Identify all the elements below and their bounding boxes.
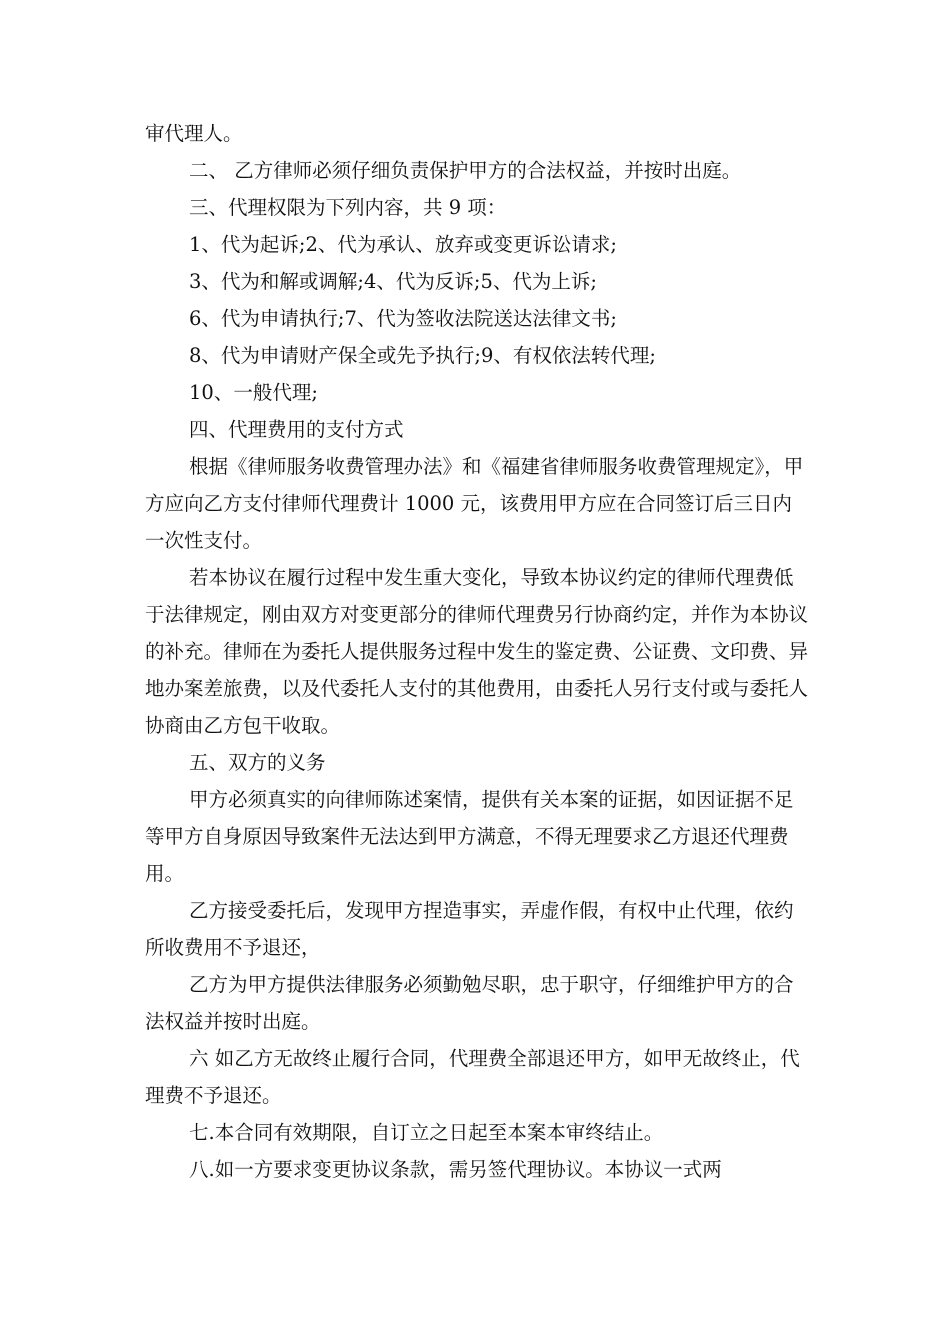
paragraph-clause-6: 六 如乙方无故终止履行合同，代理费全部退还甲方，如甲无故终止，代理费不予退还。 <box>145 1047 800 1107</box>
paragraph-authority-3-5: 3、代为和解或调解;4、代为反诉;5、代为上诉; <box>189 270 597 293</box>
paragraph-authority-1-2: 1、代为起诉;2、代为承认、放弃或变更诉讼请求; <box>189 233 617 256</box>
paragraph-party-a-duty: 甲方必须真实的向律师陈述案情，提供有关本案的证据，如因证据不足等甲方自身原因导致案件无法达到甲方满意，不得无理要求乙方退还代理费用。 <box>145 788 794 885</box>
paragraph-party-b-duty: 乙方为甲方提供法律服务必须勤勉尽职，忠于职守，仔细维护甲方的合法权益并按时出庭。 <box>145 973 794 1033</box>
paragraph-clause-3: 三、代理权限为下列内容，共 9 项： <box>189 196 507 219</box>
document-body <box>145 115 810 1188</box>
paragraph-clause-2: 二、 乙方律师必须仔细负责保护甲方的合法权益，并按时出庭。 <box>189 159 742 182</box>
paragraph-authority-6-7: 6、代为申请执行;7、代为签收法院送达法律文书; <box>189 307 617 330</box>
paragraph-clause-8: 八.如一方要求变更协议条款，需另签代理协议。本协议一式两 <box>189 1158 722 1181</box>
paragraph-clause-5-heading: 五、双方的义务 <box>189 751 326 774</box>
paragraph-party-b-rights: 乙方接受委托后，发现甲方捏造事实，弄虚作假，有权中止代理，依约所收费用不予退还， <box>145 899 794 959</box>
paragraph-authority-8-9: 8、代为申请财产保全或先予执行;9、有权依法转代理; <box>189 344 656 367</box>
paragraph-clause-7: 七.本合同有效期限，自订立之日起至本案本审终结止。 <box>189 1121 664 1144</box>
paragraph-fee-basis: 根据《律师服务收费管理办法》和《福建省律师服务收费管理规定》，甲方应向乙方支付律师代理费计 1000 元，该费用甲方应在合同签订后三日内一次性支付。 <box>145 455 804 552</box>
paragraph-continuation: 审代理人。 <box>145 122 243 145</box>
paragraph-authority-10: 10、一般代理; <box>189 381 318 404</box>
paragraph-clause-4-heading: 四、代理费用的支付方式 <box>189 418 404 441</box>
paragraph-fee-changes: 若本协议在履行过程中发生重大变化，导致本协议约定的律师代理费低于法律规定，刚由双方对变更部分的律师代理费另行协商约定，并作为本协议的补充。律师在为委托人提供服务过程中发生的鉴定费、公证费、文印费、异地办案差旅费，以及代委托人支付的其他费用，由委托人另行支付或与委托人协商由乙方包干收取。 <box>145 566 809 737</box>
